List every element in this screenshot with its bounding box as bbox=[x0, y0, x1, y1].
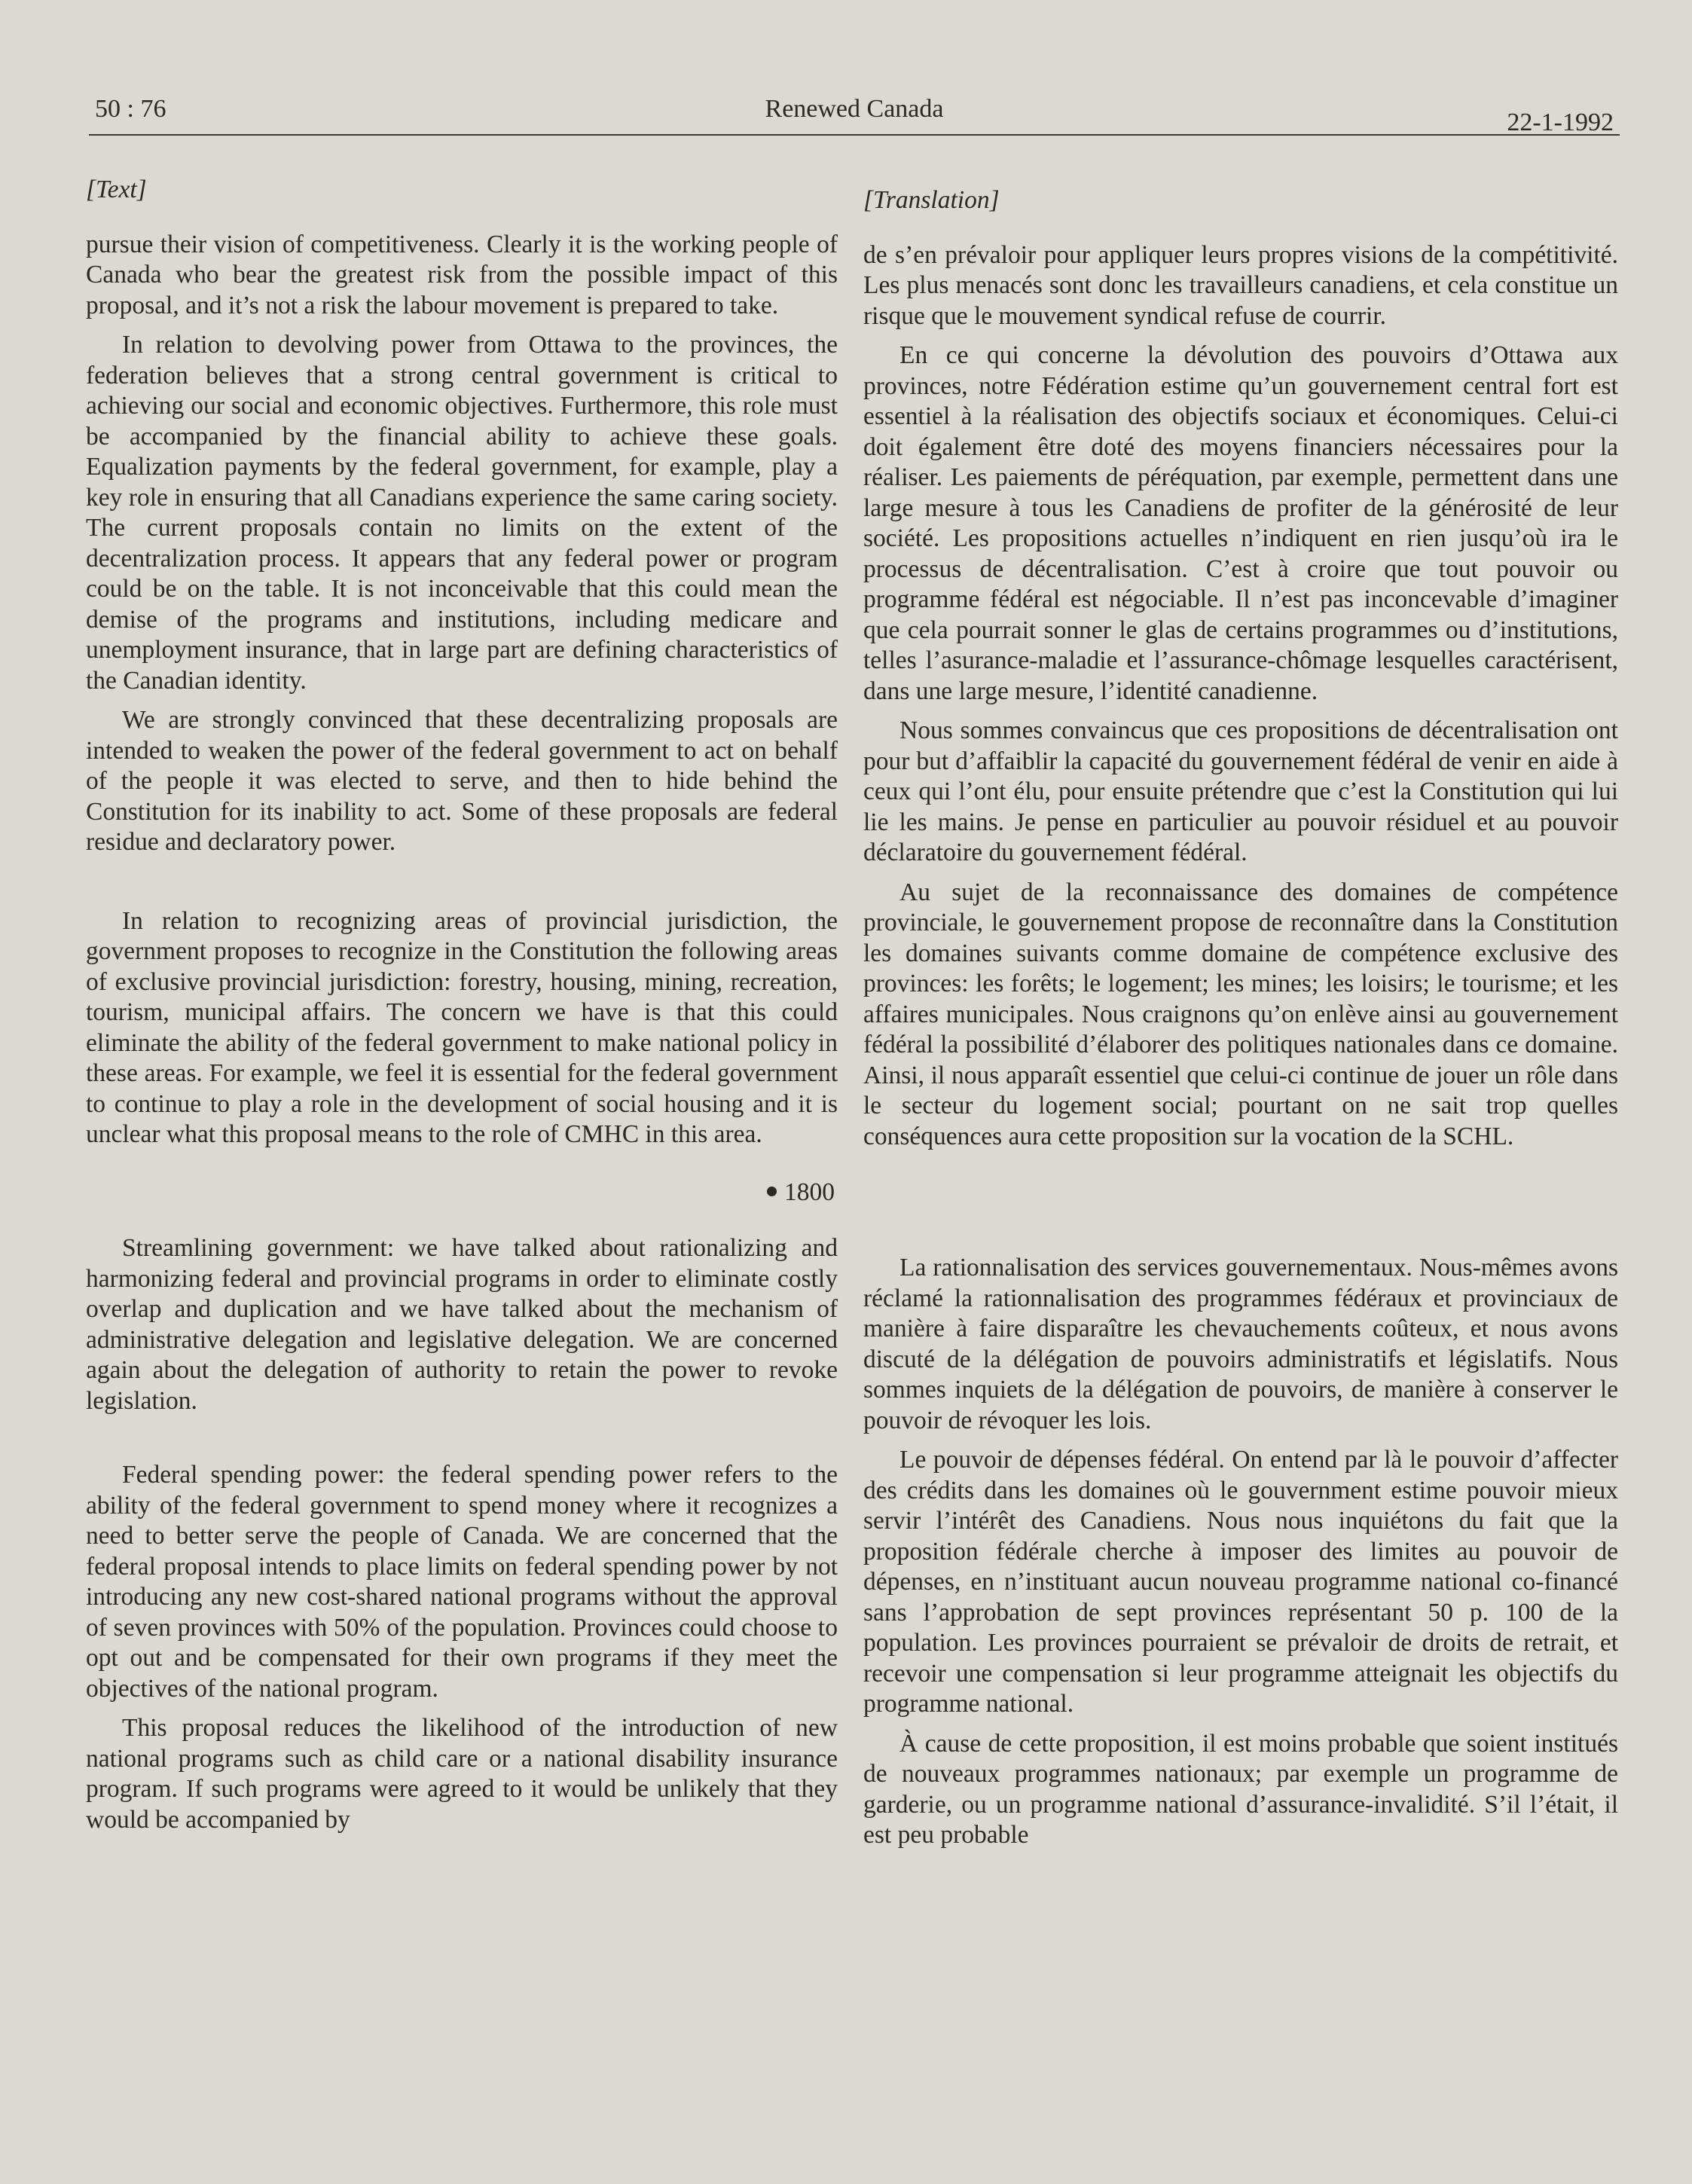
time-marker-label: 1800 bbox=[784, 1178, 835, 1206]
paragraph: À cause de cette proposition, il est moins probable que soient institués de nouveaux programmes nationaux; par exemple un programme de garderie, ou un programme national d’assurance-invalidité. S’il l’était, il est peu probable bbox=[863, 1729, 1618, 1849]
page-date: 22-1-1992 bbox=[1507, 108, 1614, 136]
paragraph: Streamlining government: we have talked about rationalizing and harmonizing federal and provincial programs in order to eliminate costly overlap and duplication and we have talked about the mechanism of administrative delegation and legislative delegation. We are concerned again about the delegation of authority to retain the power to revoke legislation. bbox=[86, 1234, 838, 1415]
bullet-icon bbox=[767, 1187, 777, 1196]
page-header bbox=[89, 92, 1620, 136]
english-column bbox=[86, 175, 838, 1835]
paragraph: Nous sommes convaincus que ces propositions de décentralisation ont pour but d’affaiblir la capacité du gouvernement fédéral de venir en aide à ceux qui l’ont élu, pour ensuite prétendre que c’est la Constitution qui lui lie les mains. Je pense en particulier au pouvoir résiduel et au pouvoir déclaratoire du gouvernement fédéral. bbox=[863, 716, 1618, 866]
paragraph: de s’en prévaloir pour appliquer leurs propres visions de la compétitivité. Les plus menacés sont donc les travailleurs canadiens, et cela constitue un risque que le mouvement syndical refuse de courrir. bbox=[863, 240, 1618, 330]
text-label: [Text] bbox=[86, 176, 147, 203]
translation-label: [Translation] bbox=[863, 186, 1000, 214]
page-reference: 50 : 76 bbox=[95, 95, 166, 123]
paragraph: We are strongly convinced that these decentralizing proposals are intended to weaken the power of the federal government to act on behalf of the people it was elected to serve, and then to hide behind the Constitution for its inability to act. Some of these proposals are federal residue and declaratory power. bbox=[86, 706, 838, 856]
time-marker bbox=[86, 1178, 835, 1208]
paragraph: Federal spending power: the federal spending power refers to the ability of the federal government to spend money where it recognizes a need to better serve the people of Canada. We are concerned that the federal proposal intends to place limits on federal spending power by not introducing any new cost-shared national programs without the approval of seven provinces with 50% of the population. Provinces could choose to opt out and be compensated for their own programs if they meet the objectives of the national program. bbox=[86, 1461, 838, 1703]
paragraph: In relation to devolving power from Ottawa to the provinces, the federation believes that a strong central government is critical to achieving our social and economic objectives. Furthermore, this role must be accompanied by the financial ability to achieve these goals. Equalization payments by the federal government, for example, play a key role in ensuring that all Canadians experience the same caring society. The current proposals contain no limits on the extent of the decentralization process. It appears that any federal power or program could be on the table. It is not inconceivable that this could mean the demise of the programs and institutions, including medicare and unemployment insurance, that in large part are defining characteristics of the Canadian identity. bbox=[86, 331, 838, 695]
paragraph: This proposal reduces the likelihood of the introduction of new national programs such as child care or a national disability insurance program. If such programs were agreed to it would be unlikely that they would be accompanied by bbox=[86, 1714, 838, 1834]
paragraph: La rationnalisation des services gouvernementaux. Nous-mêmes avons réclamé la rationnalisation des programmes fédéraux et provinciaux de manière à faire disparaître les chevauchements coûteux, et nous avons discuté de la délégation de pouvoirs administratifs et législatifs. Nous sommes inquiets de la délégation de pouvoirs, de manière à conserver le pouvoir de révoquer les lois. bbox=[863, 1254, 1618, 1434]
paragraph: Le pouvoir de dépenses fédéral. On entend par là le pouvoir d’affecter des crédits dans les domaines où le gouvernment estime pouvoir mieux servir l’intérêt des Canadiens. Nous nous inquiétons du fait que la proposition fédérale cherche à imposer des limites au pouvoir de dépenses, en n’instituant aucun nouveau programme national co-financé sans l’approbation de sept provinces représentant 50 p. 100 de la population. Les provinces pourraient se prévaloir de droits de retrait, et recevoir une compensation si leur programme atteignait les objectifs du programme national. bbox=[863, 1446, 1618, 1718]
paragraph: pursue their vision of competitiveness. Clearly it is the working people of Canada who bear the greatest risk from the possible impact of this proposal, and it’s not a risk the labour movement is prepared to take. bbox=[86, 230, 838, 319]
paragraph: En ce qui concerne la dévolution des pouvoirs d’Ottawa aux provinces, notre Fédération estime qu’un gouvernement central fort est essentiel à la réalisation des objectifs sociaux et économiques. Celui-ci doit également être doté des moyens financiers nécessaires pour la réaliser. Les paiements de péréquation, par exemple, permettent dans une large mesure à tous les Canadiens de profiter de la générosité de leur société. Les propositions actuelles n’indiquent en rien jusqu’où ira le processus de décentralisation. C’est à croire que tout pouvoir ou programme fédéral est négociable. Il n’est pas inconcevable d’imaginer que cela pourrait sonner le glas de certains programmes ou d’institutions, telles l’asurance-maladie et l’assurance-chômage lesquelles caractérisent, dans une large mesure, l’identité canadienne. bbox=[863, 341, 1618, 705]
paragraph: Au sujet de la reconnaissance des domaines de compétence provinciale, le gouvernement propose de reconnaître dans la Constitution les domaines suivants comme domaine de compétence exclusive des provinces: les forêts; le logement; les mines; les loisirs; le tourisme; et les affaires municipales. Nous craignons qu’on enlève ainsi au gouvernement fédéral la possibilité d’élaborer des politiques nationales dans ce domaine. Ainsi, il nous apparaît essentiel que celui-ci continue de jouer un rôle dans le secteur du logement social; pourtant on ne sait trop quelles conséquences aura cette proposition sur la vocation de la SCHL. bbox=[863, 878, 1618, 1150]
paragraph: In relation to recognizing areas of provincial jurisdiction, the government proposes to recognize in the Constitution the following areas of exclusive provincial jurisdiction: forestry, housing, mining, recreation, tourism, municipal affairs. The concern we have is that this could eliminate the ability of the federal government to make national policy in these areas. For example, we feel it is essential for the federal government to continue to play a role in the development of social housing and it is unclear what this proposal means to the role of CMHC in this area. bbox=[86, 906, 838, 1148]
running-title: Renewed Canada bbox=[765, 95, 944, 123]
french-column bbox=[863, 175, 1618, 1851]
